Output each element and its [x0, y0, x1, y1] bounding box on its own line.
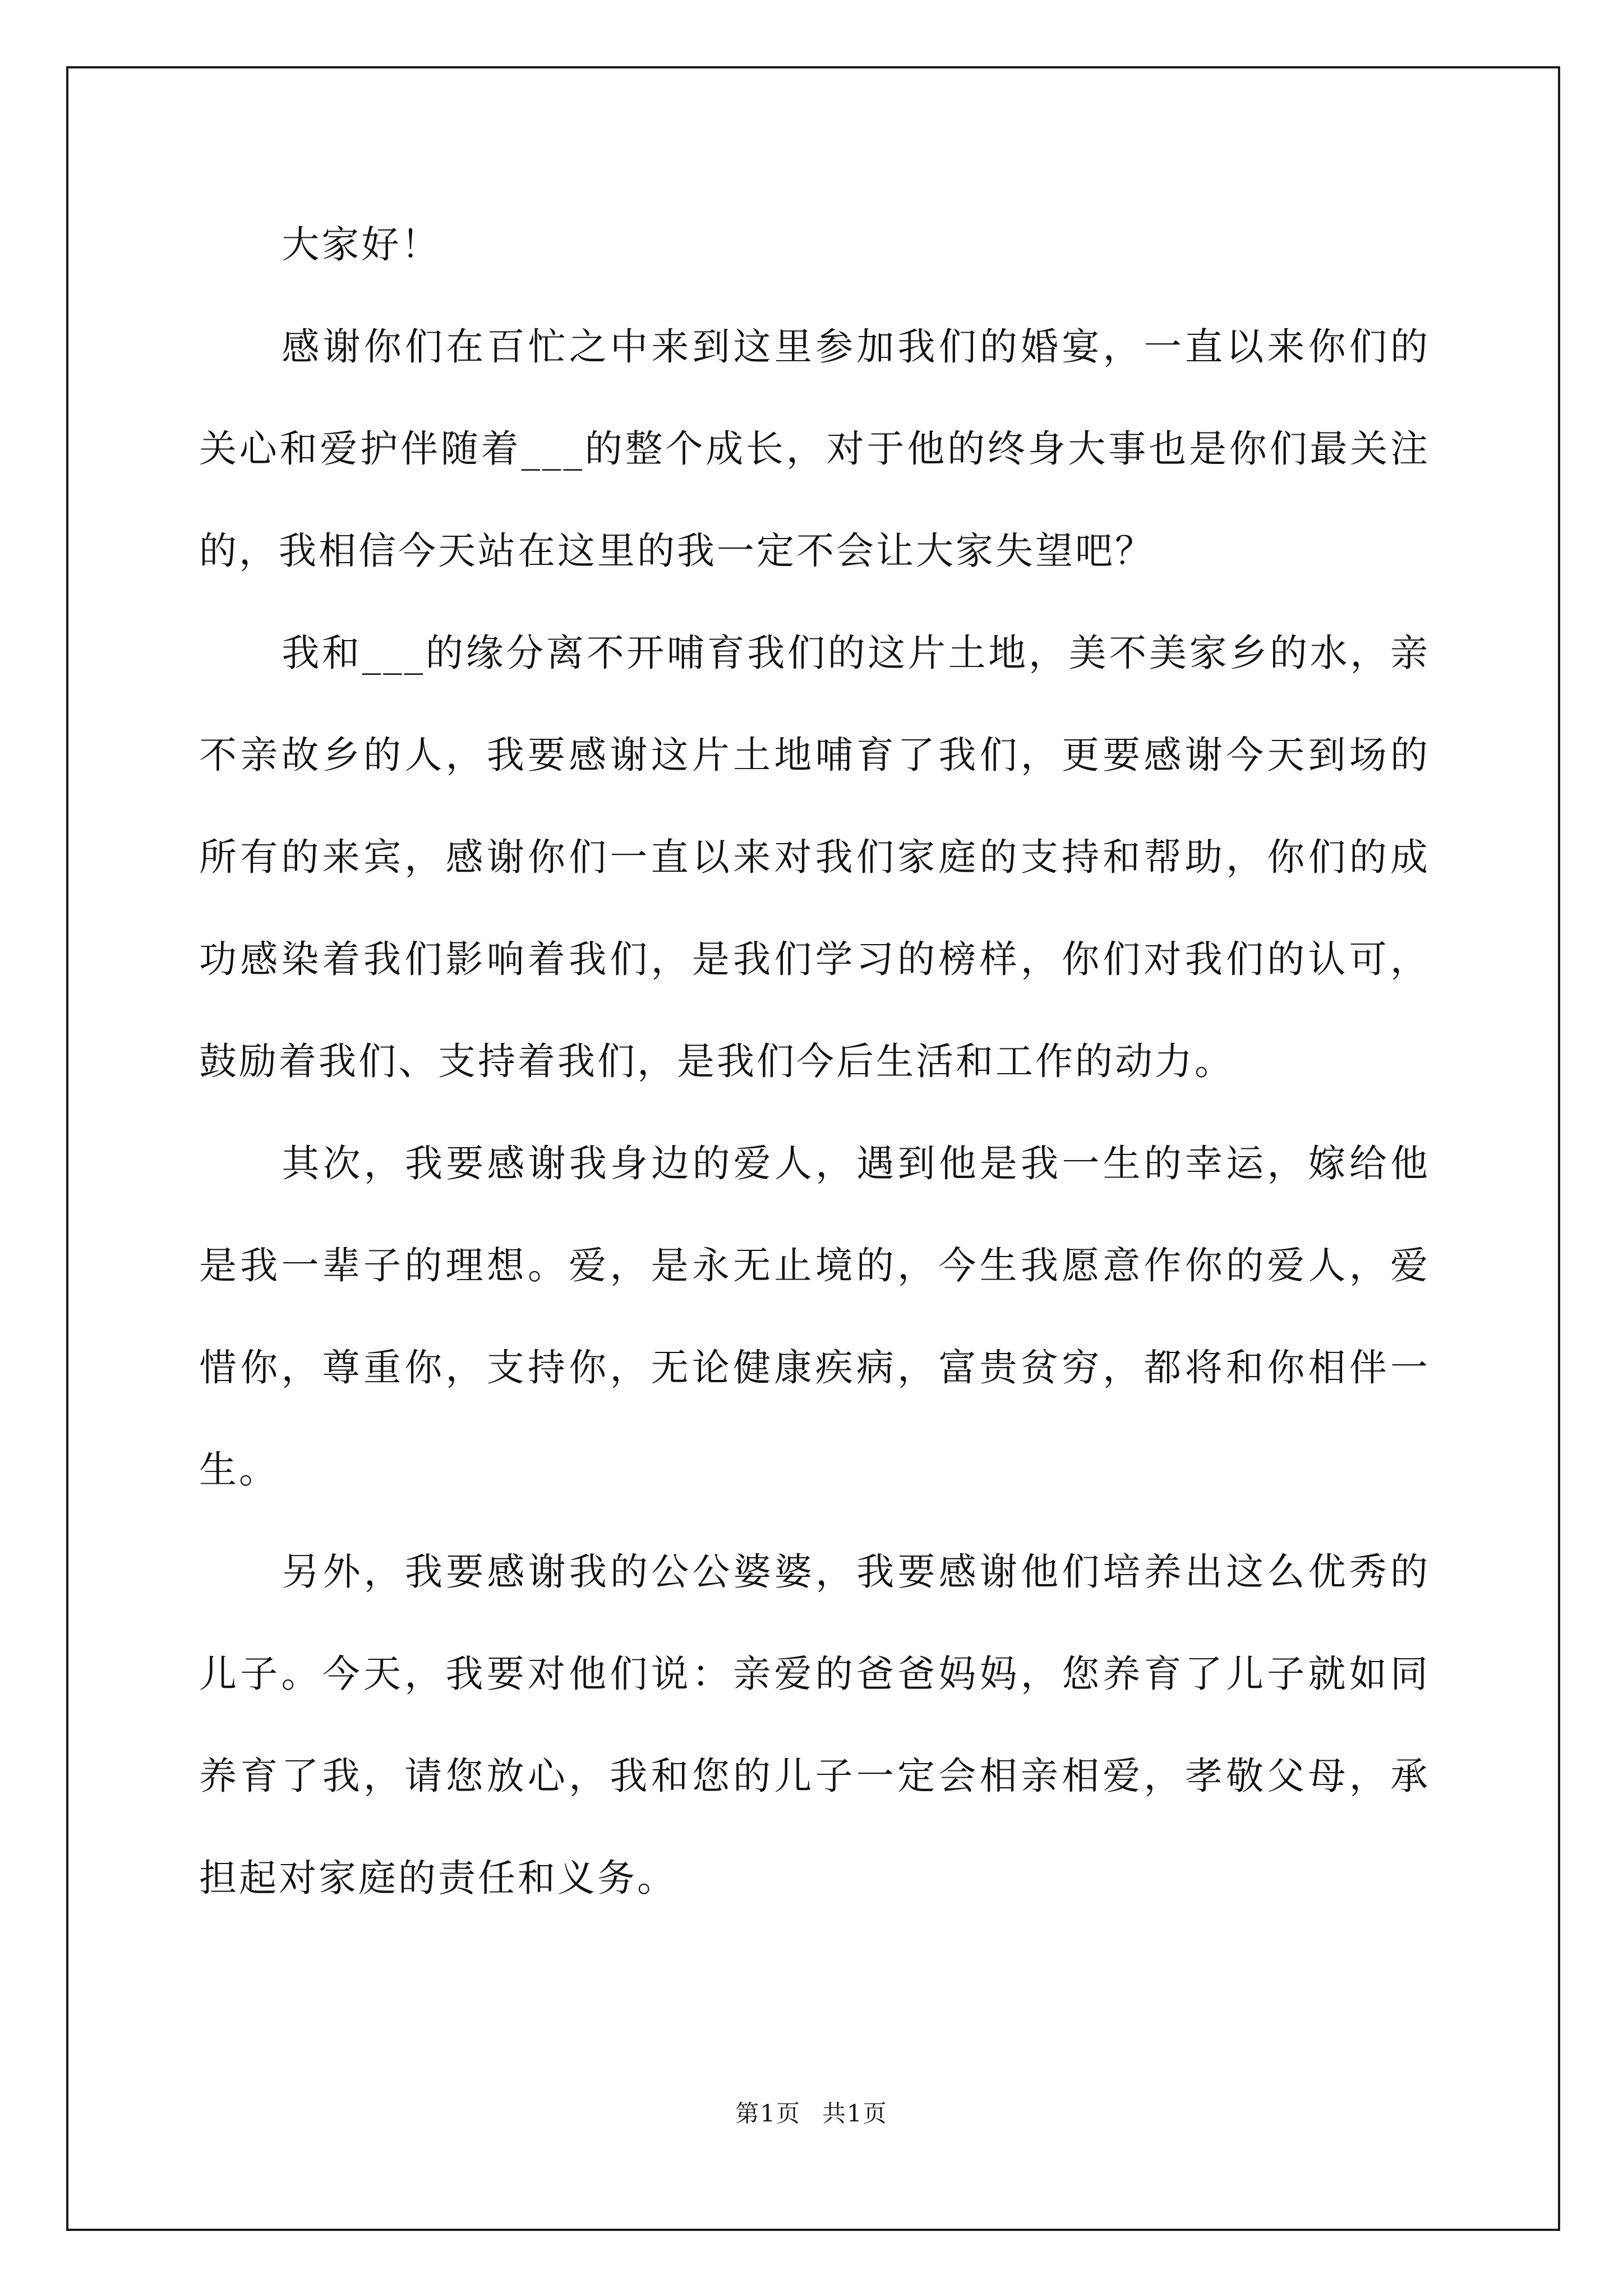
- page-total: 共1页: [822, 2100, 888, 2127]
- page-footer: [0, 2095, 1623, 2129]
- document-body: [199, 194, 1430, 1929]
- paragraph-in-laws: 另外，我要感谢我的公公婆婆，我要感谢他们培养出这么优秀的儿子。今天，我要对他们说：亲爱的爸爸妈妈，您养育了儿子就如同养育了我，请您放心，我和您的儿子一定会相亲相爱，孝敬父母，承担起对家庭的责任和义务。: [199, 1550, 1430, 1900]
- paragraph-greeting: 大家好！: [282, 223, 441, 266]
- paragraph-thanks-guests: 感谢你们在百忙之中来到这里参加我们的婚宴，一直以来你们的关心和爱护伴随着___的整个成长，对于他的终身大事也是你们最关注的，我相信今天站在这里的我一定不会让大家失望吧？: [199, 325, 1430, 573]
- page-number: 第1页: [735, 2100, 801, 2127]
- paragraph-spouse: 其次，我要感谢我身边的爱人，遇到他是我一生的幸运，嫁给他是我一辈子的理想。爱，是永无止境的，今生我愿意作你的爱人，爱惜你，尊重你，支持你，无论健康疾病，富贵贫穷，都将和你相伴一生。: [199, 1142, 1430, 1492]
- paragraph-hometown: 我和___的缘分离不开哺育我们的这片土地，美不美家乡的水，亲不亲故乡的人，我要感谢这片土地哺育了我们，更要感谢今天到场的所有的来宾，感谢你们一直以来对我们家庭的支持和帮助，你们的成功感染着我们影响着我们，是我们学习的榜样，你们对我们的认可，鼓励着我们、支持着我们，是我们今后生活和工作的动力。: [199, 631, 1430, 1083]
